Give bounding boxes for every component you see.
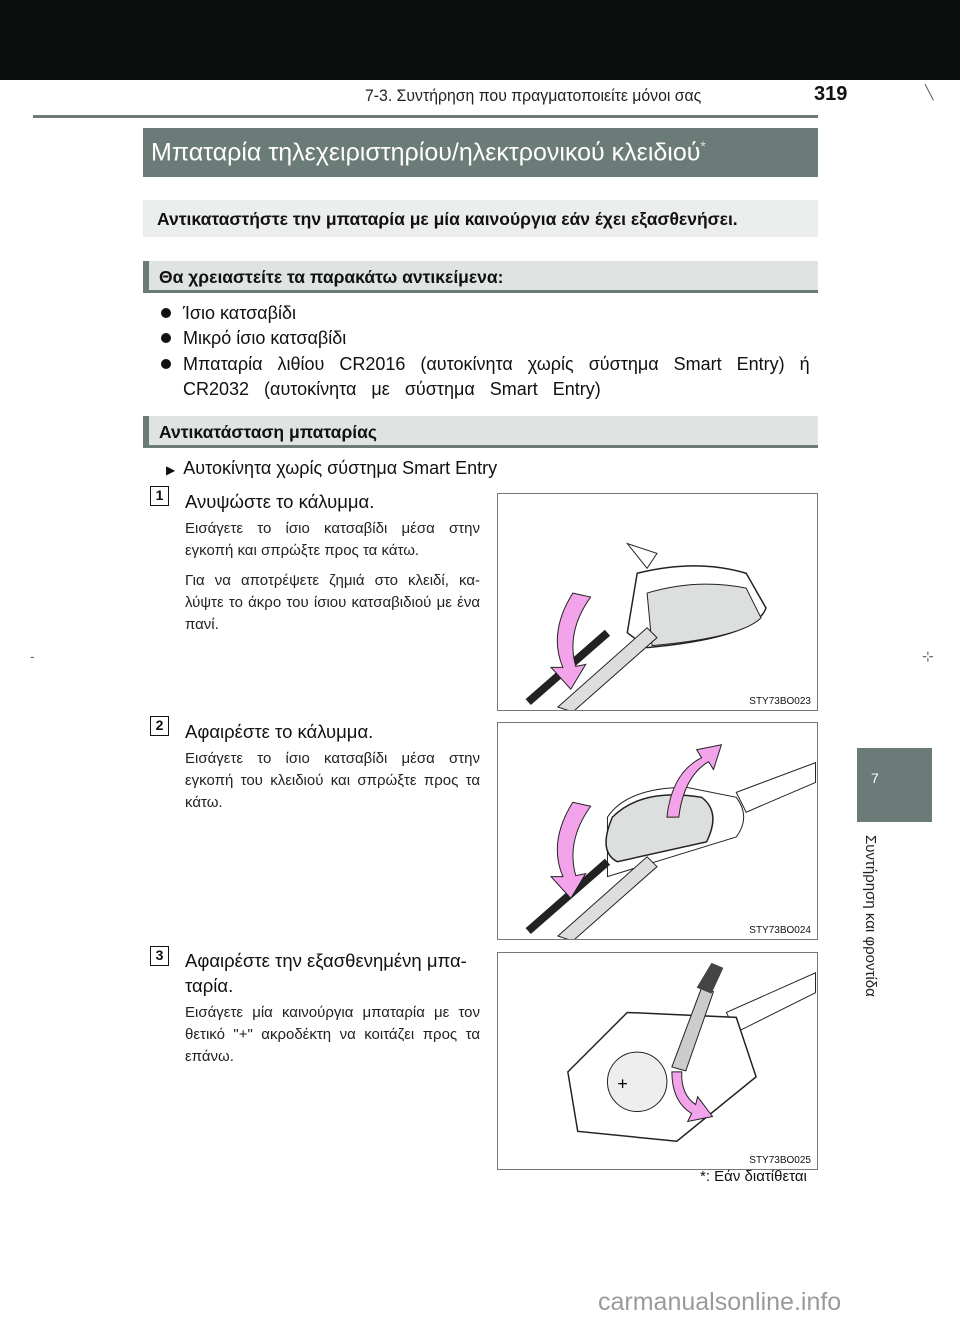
chapter-label: Συντήρηση και φροντίδα: [862, 835, 879, 997]
needed-heading: Θα χρειαστείτε τα παρακάτω αντικείμενα:: [143, 261, 818, 293]
triangle-icon: ▶: [166, 463, 176, 477]
step-title: Αφαιρέστε το κάλυμμα.: [185, 721, 374, 742]
list-item: [161, 326, 346, 351]
list-item: [161, 301, 296, 326]
step-number: 1: [150, 486, 169, 506]
desc-para: Για να αποτρέψετε ζημιά στο κλειδί, κα-λύψτε το άκρο του ίσιου κατσαβιδιού με ένα πανί.: [185, 572, 480, 633]
item-text: Ίσιο κατσαβίδι: [183, 303, 296, 323]
figure-remove-cover: [497, 722, 818, 940]
crop-mark: ╲: [925, 84, 934, 100]
page-title: [143, 128, 818, 177]
svg-text:+: +: [617, 1073, 628, 1094]
item-text: Μπαταρία λιθίου CR2016 (αυτοκίνητα χωρίς σύστημα Smart Entry) ή CR2032 (αυτοκίνητα με σύστημα Smart Entry): [183, 354, 810, 399]
bullet-icon: [161, 308, 171, 318]
page-number: 319: [814, 83, 848, 105]
section-header: 7-3. Συντήρηση που πραγματοποιείτε μόνοι σας: [365, 86, 702, 105]
step-title: Ανυψώστε το κάλυμμα.: [185, 491, 375, 512]
watermark: carmanualsonline.info: [598, 1288, 842, 1316]
item-text: Μικρό ίσιο κατσαβίδι: [183, 328, 347, 348]
chapter-tab: 7: [857, 748, 932, 822]
step-number: 2: [150, 716, 169, 736]
figure-code: STY73BO024: [749, 925, 811, 936]
footnote: [700, 1168, 807, 1185]
step-number: 3: [150, 946, 169, 966]
replace-heading: Αντικατάσταση μπαταρίας: [143, 416, 818, 448]
variant-text: Αυτοκίνητα χωρίς σύστημα Smart Entry: [183, 458, 498, 478]
figure-remove-battery: [497, 952, 818, 1170]
registration-mark-icon: ⊹: [922, 648, 934, 664]
title-text: Μπαταρία τηλεχειριστηρίου/ηλεκτρονικού κλειδιού: [151, 138, 701, 167]
figure-code: STY73BO023: [749, 696, 811, 707]
desc-para: Εισάγετε το ίσιο κατσαβίδι μέσα στην εγκοπή του κλειδιού και σπρώξτε προς τα κάτω.: [185, 750, 480, 811]
intro-box: Αντικαταστήστε την μπαταρία με μία καινούργια εάν έχει εξασθενήσει.: [143, 200, 818, 237]
desc-para: Εισάγετε μία καινούργια μπαταρία με τον θετικό "+" ακροδέκτη να κοιτάζει προς τα επάνω.: [185, 1004, 480, 1065]
figure-open-cover: [497, 493, 818, 711]
footnote-mark: *: [700, 1168, 706, 1185]
footnote-text: : Εάν διατίθεται: [705, 1168, 807, 1185]
step-desc: [185, 1002, 480, 1076]
step-desc: [185, 748, 480, 822]
crop-mark: -: [30, 648, 35, 664]
top-bar: [0, 0, 960, 80]
list-item: [161, 352, 813, 402]
desc-para: Εισάγετε το ίσιο κατσαβίδι μέσα στην εγκοπή και σπρώξτε προς τα κάτω.: [185, 520, 480, 559]
step-desc: [185, 518, 480, 644]
title-mark: *: [700, 138, 706, 154]
variant-label: [166, 456, 497, 483]
figure-code: STY73BO025: [749, 1155, 811, 1166]
step-title: Αφαιρέστε την εξασθενημένη μπα-ταρία.: [185, 950, 467, 996]
bullet-icon: [161, 359, 171, 369]
bullet-icon: [161, 333, 171, 343]
header-rule: [33, 115, 818, 118]
